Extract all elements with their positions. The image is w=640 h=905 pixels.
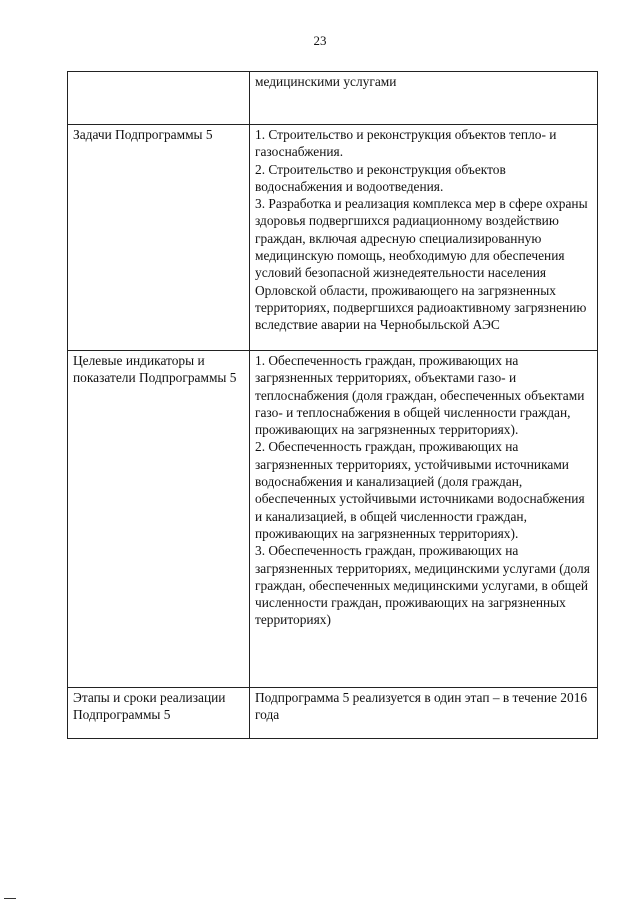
footer-dash	[4, 898, 16, 899]
row-paragraph: 3. Обеспеченность граждан, проживающих на загрязненных территориях, медицинскими услугами (доля граждан, обеспеченных медицинскими услугами, в общей численности граждан, проживающих на загрязненных территориях)	[255, 543, 590, 628]
row-paragraph: Подпрограмма 5 реализуется в один этап – в течение 2016 года	[255, 690, 588, 723]
row-value	[250, 351, 598, 688]
row-value	[250, 688, 598, 739]
table-row-stages	[68, 688, 598, 739]
row-value	[250, 72, 598, 125]
table-row-tasks	[68, 125, 598, 351]
row-label: Задачи Подпрограммы 5	[68, 125, 250, 351]
row-paragraph: 1. Строительство и реконструкция объектов тепло- и газоснабжения.	[255, 127, 557, 160]
row-label	[68, 72, 250, 125]
subprogram-passport-table	[67, 71, 598, 739]
page-number: 23	[313, 33, 327, 48]
row-paragraph: 3. Разработка и реализация комплекса мер в сфере охраны здоровья подвергшихся радиационному воздействию граждан, включая адресную специализированную медицинскую помощь, необходимую для обеспечения условий безопасной жизнедеятельности населения Орловской области, проживающего на загрязненных территориях, подвергшихся радиоактивному загрязнению вследствие аварии на Чернобыльской АЭС	[255, 196, 588, 333]
row-paragraph: медицинскими услугами	[255, 74, 397, 89]
row-paragraph: 2. Обеспеченность граждан, проживающих на загрязненных территориях, устойчивыми источниками водоснабжения и канализацией (доля граждан, обеспеченных устойчивыми источниками водоснабжения и канализацией, в общей численности граждан, проживающих на загрязненных территориях).	[255, 439, 585, 541]
row-paragraph: 2. Строительство и реконструкция объектов водоснабжения и водоотведения.	[255, 161, 506, 194]
row-label: Этапы и сроки реализации Подпрограммы 5	[68, 688, 250, 739]
row-label: Целевые индикаторы и показатели Подпрограммы 5	[68, 351, 250, 688]
row-paragraph: 1. Обеспеченность граждан, проживающих на загрязненных территориях, объектами газо- и теплоснабжения (доля граждан, обеспеченных объектами газо- и теплоснабжения в общей численности граждан, проживающих на загрязненных территориях).	[255, 353, 585, 438]
table-row-continuation	[68, 72, 598, 125]
table-row-indicators	[68, 351, 598, 688]
row-value	[250, 125, 598, 351]
